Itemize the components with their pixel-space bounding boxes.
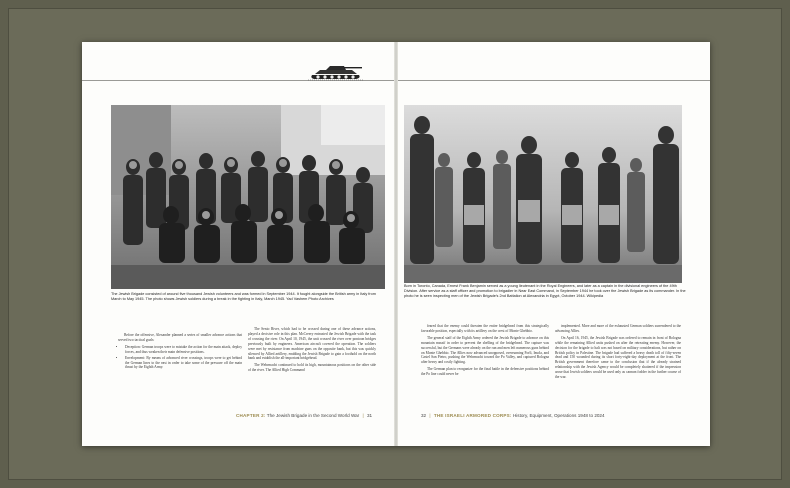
paragraph: On April 16, 1945, the Jewish Brigade was ordered to remain in front of Bologna while the remaining Allied units pushed on after the retreating enemy. However, the decision for the brigade to halt was not based on military considerations, but rather on British policy in Palestine. The brigade had suffered a heavy death toll of fifty-seven dead and 150 wounded during its short forty-eight-day deployment at the front. The British government therefore came to the conclusion that if the already strained relationship with the Jewish Agency would be completely shattered if the impression arose that Jewish soldiers would be used only as cannon fodder in the further course of the war. xyxy=(555,335,681,380)
right-photo-caption: Born in Toronto, Canada, Ernest Frank Benjamin served as a young lieutenant in the Royal Engineers, and later as a captain in the divisional engineers of the 49th Division. After service as a staff officer and promotion to brigadier in Near East Command, in September 1944 he took over the Jewish Brigade as its commander. In the photo he is seen inspecting men of the Jewish Brigade's 2nd Battalion at Alexandria in Egypt, October 1944. Wikipedia xyxy=(404,284,686,298)
left-column-1 xyxy=(118,333,242,371)
right-page-footer: 32 | THE ISRAELI ARMORED CORPS: History, Equipment, Operations 1948 to 2024 xyxy=(421,413,605,418)
book-spread xyxy=(82,42,710,446)
list-item: • Deception: German troops were to mistake the action for the main attack, deploy forces, and thus weaken their main defensive positions. xyxy=(125,345,242,355)
right-column-2 xyxy=(555,324,681,382)
inspection-photo xyxy=(404,105,682,283)
footer-title: The Jewish Brigade in the Second World War xyxy=(266,413,360,418)
paragraph: implemented. More and more of the exhausted German soldiers surrendered to the advancing Allies. xyxy=(555,324,681,333)
page-number: 31 xyxy=(366,413,373,418)
footer-chapter: THE ISRAELI ARMORED CORPS: xyxy=(433,413,512,418)
paragraph: The Wehrmacht continued to hold its high, mountainous positions on the other side of the river. The Allied High Command xyxy=(248,363,376,373)
left-photo-caption: The Jewish Brigade consisted of around five thousand Jewish volunteers and was formed in September 1944. It fought alongside the British army in Italy from March to May 1945. The photo shows Jewish soldiers during a break in the fighting in Italy, March 1945. Yad Vashem Photo Archives xyxy=(111,292,376,301)
photo-image xyxy=(404,105,682,283)
left-page-footer: CHAPTER 2: The Jewish Brigade in the Second World War | 31 xyxy=(236,413,373,418)
paragraph: Before the offensive, Alexander planned a series of smaller advance actions that served two tactical goals: xyxy=(118,333,242,342)
paragraph: The German plan to reorganize for the final battle in the defensive positions behind the Po line could never be xyxy=(421,367,549,377)
right-page xyxy=(397,42,710,446)
tactical-goals-list xyxy=(118,345,242,371)
page-number: 32 xyxy=(421,413,427,418)
paragraph: The Senio River, which had to be crossed during one of these advance actions, played a decisive role in this plan. McCreery entrusted the Jewish Brigade with the task of crossing the river. On April 10, 1945, the unit crossed the river over pontoon bridges previously built by engineers. American aircraft covered the operation. The soldiers were met by resistance from machine guns on the opposite bank, but this was quickly silenced by Allied artillery, enabling the Jewish Brigade to gain a foothold on the north bank and establish the all-important bridgehead. xyxy=(248,327,376,361)
left-page xyxy=(82,42,395,446)
footer-chapter: CHAPTER 2: xyxy=(236,413,266,418)
paragraph: feared that the enemy could threaten the entire bridgehead from this strategically favorable position, especially with its artillery on the crest of Monte Ghebbio. xyxy=(421,324,549,333)
brigade-group-photo xyxy=(111,105,385,289)
left-column-2 xyxy=(248,327,376,375)
right-column-1 xyxy=(421,324,549,379)
photo-image xyxy=(111,105,385,289)
list-item: • Envelopment: By means of advanced river crossings, troops were to get behind the German lines to the east in order to take some of the pressure off the main thrust by the Eighth Army. xyxy=(125,356,242,371)
paragraph: The general staff of the Eighth Army ordered the Jewish Brigade to advance on this mountain massif in order to prevent the shelling of the bridgehead. The capture was successful, but the Germans were already on the run and men left numerous guns behind on Monte Ghebbio. The Allies now advanced unopposed, overrunning Forlì, Imola, and Castel San Pietro, pushing the Wehrmacht toward the Po Valley, and captured Bologna after heavy and costly fighting. xyxy=(421,335,549,365)
footer-title: History, Equipment, Operations 1948 to 2024 xyxy=(512,413,605,418)
